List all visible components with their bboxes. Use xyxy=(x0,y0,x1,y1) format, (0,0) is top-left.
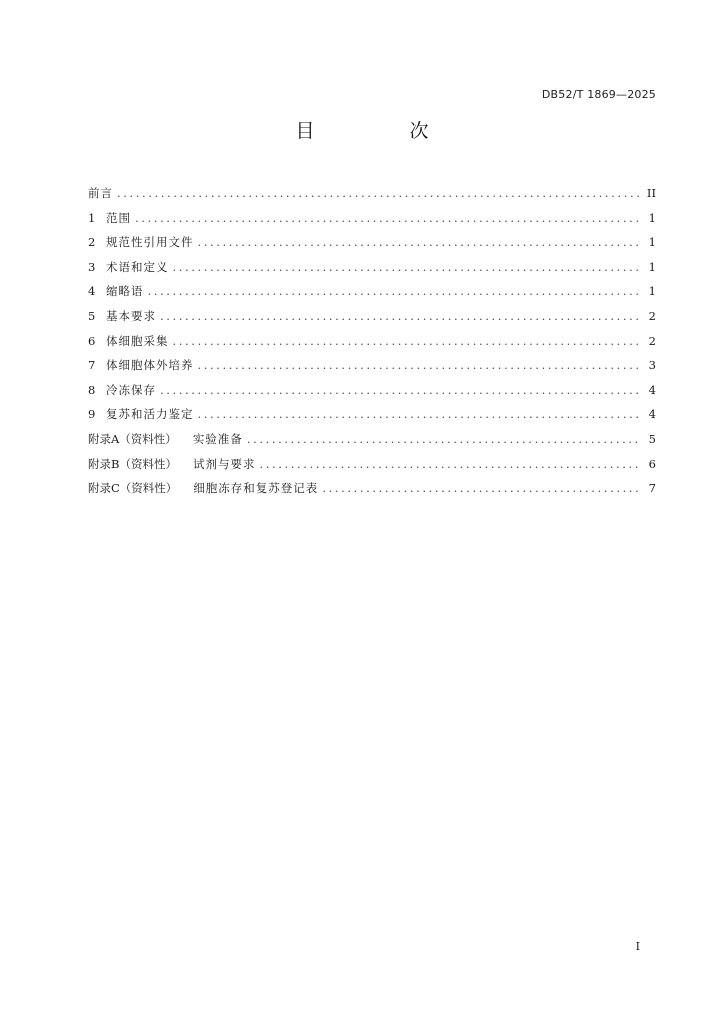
toc-entry-appendix-a[interactable] xyxy=(88,427,656,452)
dot-leader xyxy=(173,255,643,280)
toc-entry-8[interactable] xyxy=(88,378,656,403)
dot-leader xyxy=(117,181,642,206)
toc-entry-number: 6 xyxy=(88,333,96,348)
toc-entry-foreword[interactable] xyxy=(88,181,656,206)
toc-entry-number: 8 xyxy=(88,382,96,397)
toc-entry-page: 2 xyxy=(648,308,656,323)
toc-entry-label: 缩略语 xyxy=(106,284,144,299)
toc-entry-number: 9 xyxy=(88,407,96,422)
toc-entry-number: 3 xyxy=(88,259,96,274)
toc-entry-page: 5 xyxy=(648,431,656,446)
toc-entry-page: 3 xyxy=(648,358,656,373)
dot-leader xyxy=(247,427,642,452)
toc-entry-page: 1 xyxy=(648,210,656,225)
toc-entry-number: 1 xyxy=(88,210,96,225)
toc-entry-label: 规范性引用文件 xyxy=(106,235,194,250)
dot-leader xyxy=(198,402,643,427)
toc-entry-6[interactable] xyxy=(88,329,656,354)
toc-entry-appendix-b[interactable] xyxy=(88,452,656,477)
dot-leader xyxy=(198,230,643,255)
toc-entry-label: 细胞冻存和复苏登记表 xyxy=(193,481,319,496)
toc-entry-label: 基本要求 xyxy=(106,308,156,323)
toc-entry-page: 4 xyxy=(648,382,656,397)
toc-entry-number: 2 xyxy=(88,235,96,250)
toc-entry-9[interactable] xyxy=(88,402,656,427)
toc-entry-label: 体细胞体外培养 xyxy=(106,358,194,373)
toc-entry-3[interactable] xyxy=(88,255,656,280)
toc-entry-label: 术语和定义 xyxy=(106,259,169,274)
toc-entry-appendix-c[interactable] xyxy=(88,476,656,501)
toc-entry-appendix-prefix: 附录B（资料性） xyxy=(88,456,177,471)
dot-leader xyxy=(160,304,642,329)
dot-leader xyxy=(148,279,643,304)
toc-entry-4[interactable] xyxy=(88,279,656,304)
dot-leader xyxy=(259,452,642,477)
toc-entry-1[interactable] xyxy=(88,206,656,231)
dot-leader xyxy=(173,329,643,354)
dot-leader xyxy=(322,476,642,501)
toc-entry-number: 5 xyxy=(88,308,96,323)
toc-entry-page: 1 xyxy=(648,259,656,274)
toc-entry-page: 4 xyxy=(648,407,656,422)
page-number: I xyxy=(635,940,640,953)
toc-entry-page: 1 xyxy=(648,235,656,250)
toc-entry-number: 7 xyxy=(88,358,96,373)
page-title: 目 次 xyxy=(295,120,467,142)
toc-entry-appendix-prefix: 附录C（资料性） xyxy=(88,481,178,496)
toc-entry-page: 2 xyxy=(648,333,656,348)
standard-code: DB52/T 1869—2025 xyxy=(541,88,656,101)
toc-entry-page: 1 xyxy=(648,284,656,299)
dot-leader xyxy=(198,353,643,378)
dot-leader xyxy=(160,378,642,403)
toc-entry-label: 范围 xyxy=(106,210,131,225)
toc-entry-label: 体细胞采集 xyxy=(106,333,169,348)
toc-entry-label: 复苏和活力鉴定 xyxy=(106,407,194,422)
toc-entry-number: 4 xyxy=(88,284,96,299)
toc-entry-label: 前言 xyxy=(88,186,113,200)
toc-entry-appendix-prefix: 附录A（资料性） xyxy=(88,431,177,446)
toc-entry-5[interactable] xyxy=(88,304,656,329)
dot-leader xyxy=(135,206,642,231)
toc-entry-label: 冷冻保存 xyxy=(106,382,156,397)
toc-entry-page: 6 xyxy=(648,456,656,471)
toc-entry-label: 实验准备 xyxy=(192,431,243,446)
toc-entry-page: 7 xyxy=(648,481,656,496)
toc-entry-7[interactable] xyxy=(88,353,656,378)
toc-entry-label: 试剂与要求 xyxy=(192,456,256,471)
toc-entry-2[interactable] xyxy=(88,230,656,255)
toc-entry-page: II xyxy=(646,186,656,200)
table-of-contents xyxy=(88,181,656,501)
